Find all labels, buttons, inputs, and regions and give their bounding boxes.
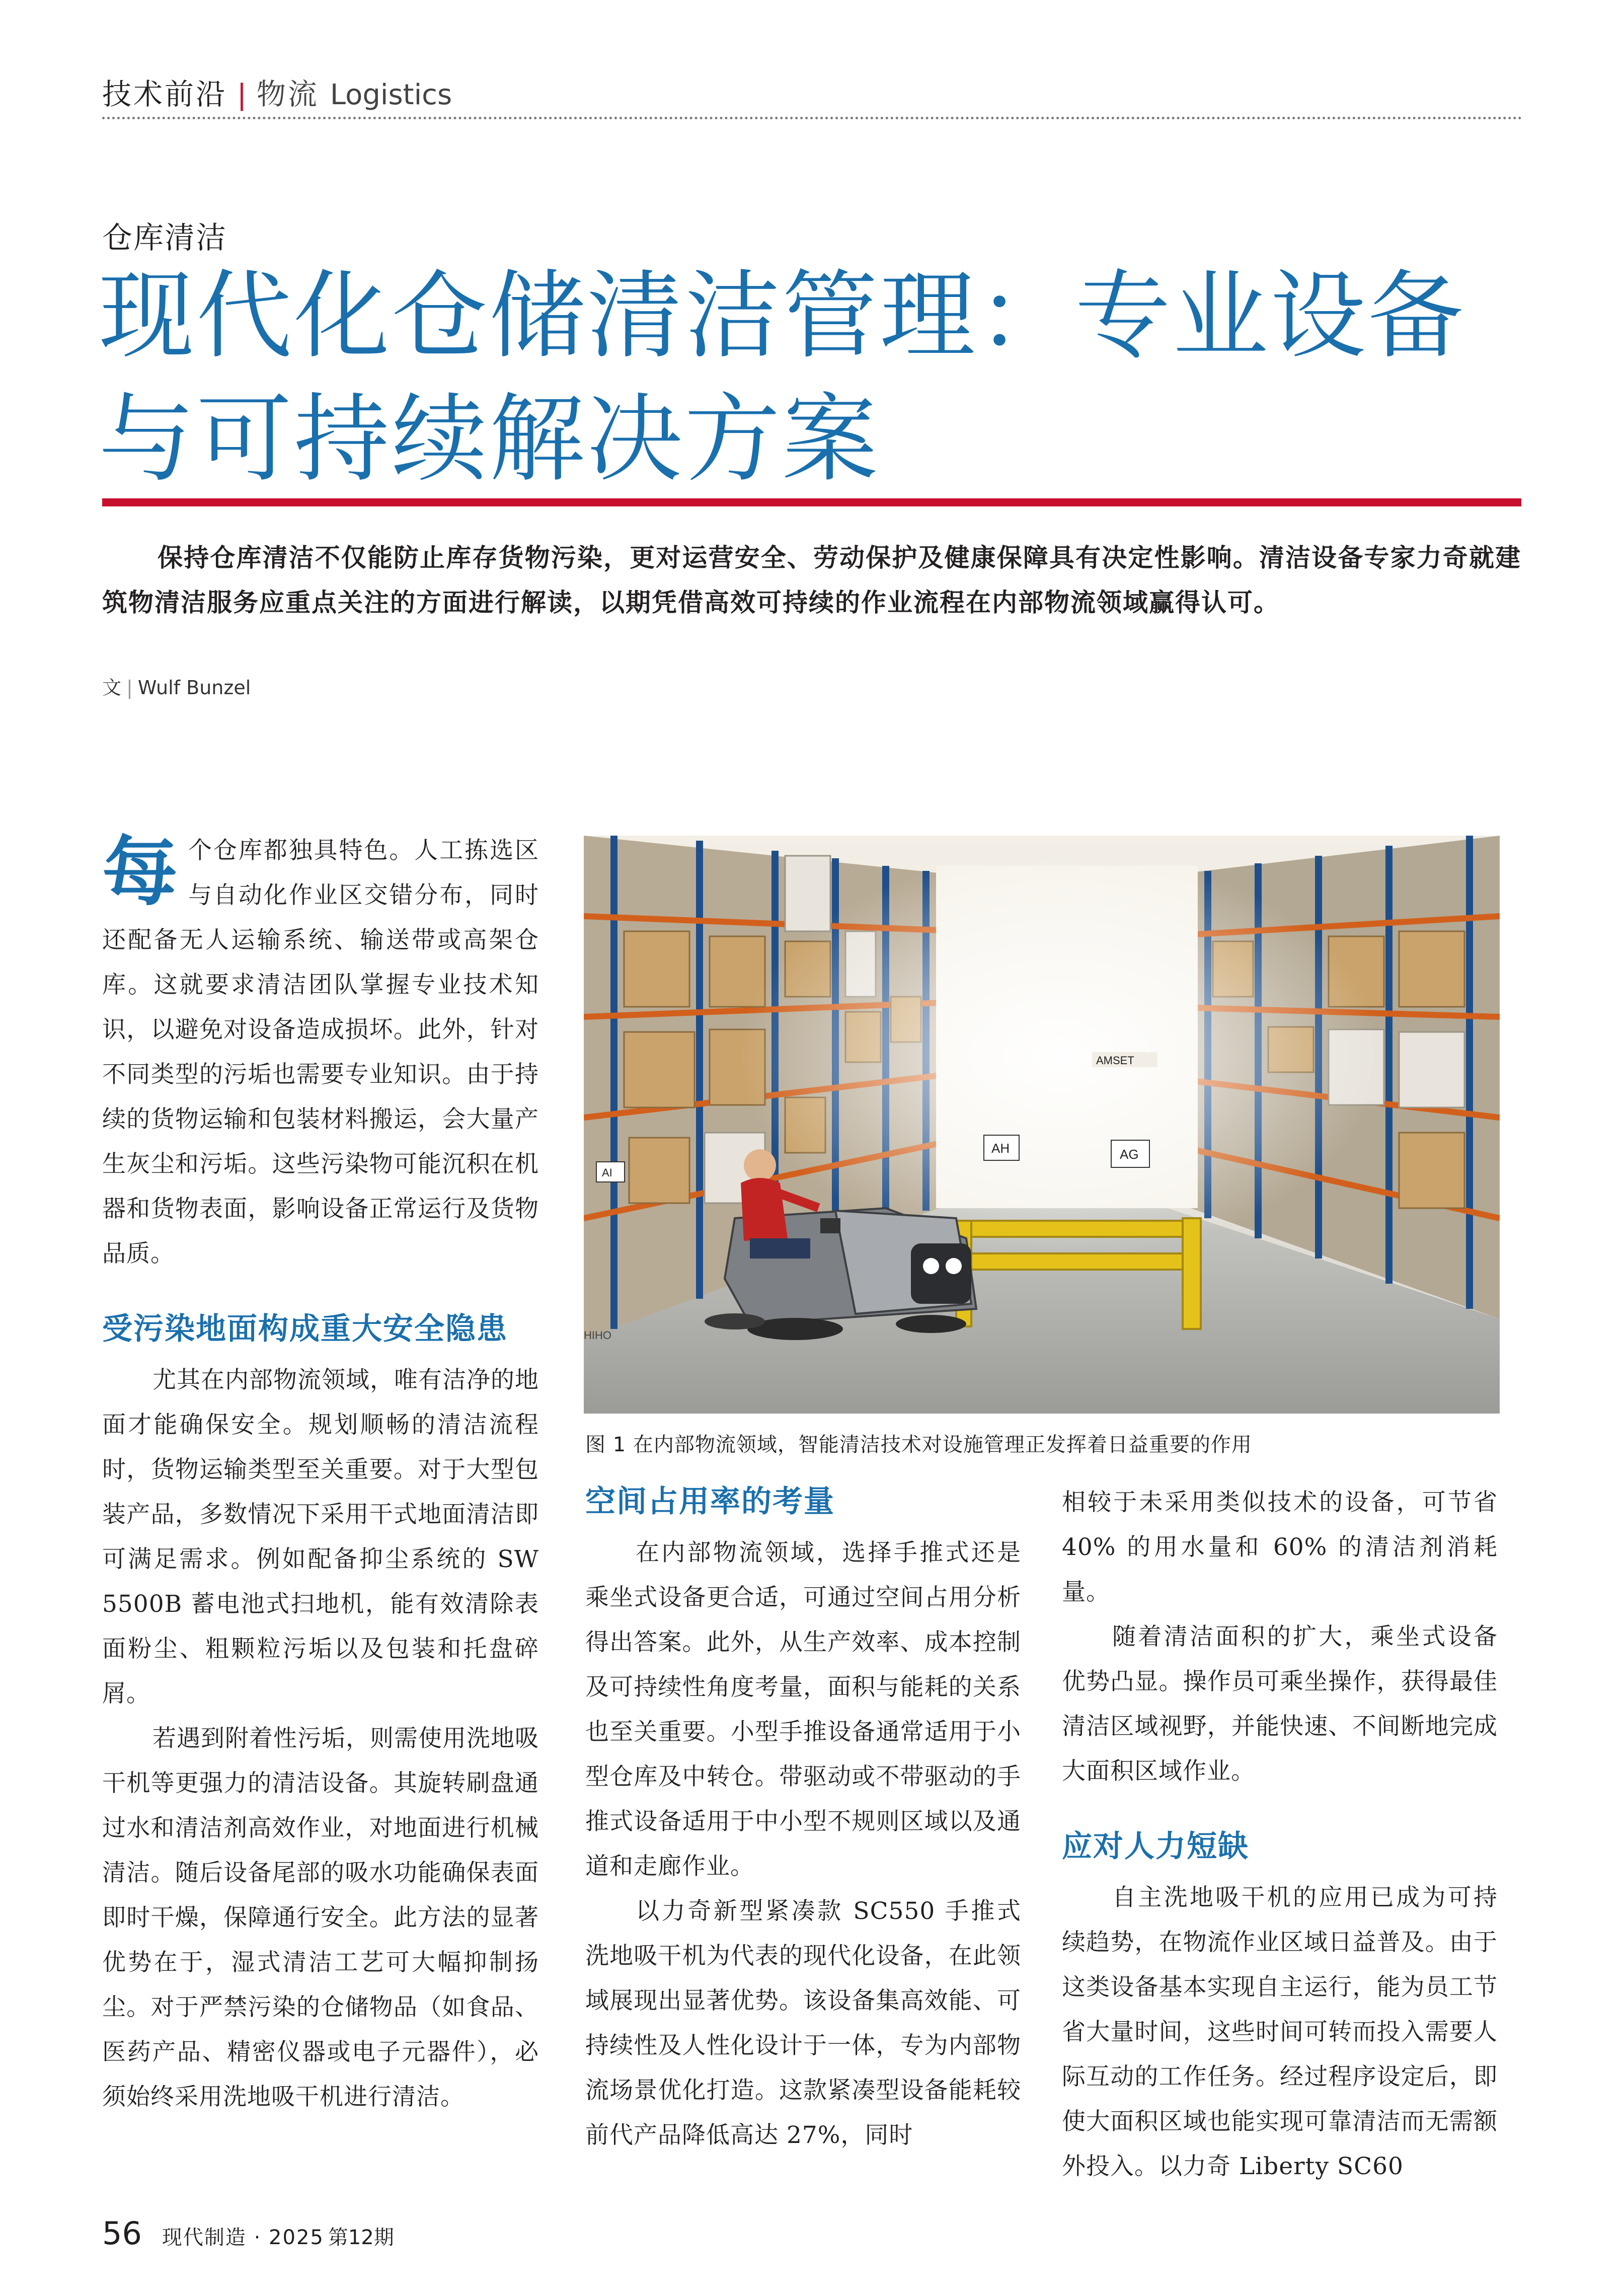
sign-ai: AI [602, 1166, 612, 1179]
journal-name: 现代制造 · 2025 [162, 2226, 324, 2249]
warehouse-photo [584, 836, 1500, 1414]
byline-label: 文 [102, 677, 122, 699]
paragraph: 在内部物流领域，选择手推式还是乘坐式设备更合适，可通过空间占用分析得出答案。此外，从生产效率、成本控制及可持续性角度考量，面积与能耗的关系也至关重要。小型手推设备通常适用于小型仓库及中转仓。带驱动或不带驱动的手推式设备适用于中小型不规则区域以及通道和走廊作业。 [585, 1539, 1021, 1880]
paragraph: 若遇到附着性污垢，则需使用洗地吸干机等更强力的清洁设备。其旋转刷盘通过水和清洁剂高效作业，对地面进行机械清洁。随后设备尾部的吸水功能确保表面即时干燥，保障通行安全。此方法的显著优势在于，湿式清洁工艺可大幅抑制扬尘。对于严禁污染的仓储物品（如食品、医药产品、精密仪器或电子元器件），必须始终采用洗地吸干机进行清洁。 [102, 1725, 539, 2111]
byline-author: Wulf Bunzel [137, 677, 251, 699]
paragraph [102, 828, 539, 1276]
header-separator: | [237, 79, 247, 111]
byline [102, 672, 251, 700]
warehouse-scrubber-illustration [584, 836, 1500, 1414]
body-column-1 [102, 828, 539, 2119]
subsection-label-en: Logistics [330, 79, 452, 111]
paragraph: 相较于未采用类似技术的设备，可节省 40% 的用水量和 60% 的清洁剂消耗量。 [1062, 1489, 1498, 1606]
sign-ag: AG [1120, 1147, 1139, 1162]
byline-separator: | [126, 677, 133, 699]
sign-ah: AH [991, 1141, 1010, 1156]
title-line-1: 现代化仓储清洁管理：专业设备 [99, 260, 1466, 372]
body-column-3 [1062, 1480, 1498, 2189]
paragraph-text: 个仓库都独具特色。人工拣选区与自动化作业区交错分布，同时还配备无人运输系统、输送带或高架仓库。这就要求清洁团队掌握专业技术知识，以避免对设备造成损坏。此外，针对不同类型的污垢也需要专业知识。由于持续的货物运输和包装材料搬运，会大量产生灰尘和污垢。这些污染物可能沉积在机器和货物表面，影响设备正常运行及货物品质。 [102, 837, 539, 1268]
paragraph: 以力奇新型紧凑款 SC550 手推式洗地吸干机为代表的现代化设备，在此领域展现出显著优势。该设备集高效能、可持续性及人性化设计于一体，专为内部物流场景优化打造。这款紧凑型设备能耗较前代产品降低高达 27%，同时 [585, 1897, 1021, 2149]
article-kicker: 仓库清洁 [102, 220, 227, 256]
page-footer [102, 2215, 394, 2252]
figure-caption: 图 1 在内部物流领域，智能清洁技术对设施管理正发挥着日益重要的作用 [585, 1433, 1252, 1456]
paragraph: 尤其在内部物流领域，唯有洁净的地面才能确保安全。规划顺畅的清洁流程时，货物运输类型至关重要。对于大型包装产品，多数情况下采用干式地面清洁即可满足需求。例如配备抑尘系统的 SW 5500B 蓄电池式扫地机，能有效清除表面粉尘、粗颗粒污垢以及包装和托盘碎屑。 [102, 1366, 539, 1708]
drop-cap: 每 [102, 828, 179, 916]
header-divider [102, 117, 1522, 119]
title-divider [102, 498, 1521, 506]
paragraph: 随着清洁面积的扩大，乘坐式设备优势凸显。操作员可乘坐操作，获得最佳清洁区域视野，并能快速、不间断地完成大面积区域作业。 [1062, 1623, 1498, 1785]
section-heading: 空间占用率的考量 [585, 1484, 835, 1519]
section-label: 技术前沿 [102, 77, 227, 111]
title-line-2: 与可持续解决方案 [99, 384, 880, 495]
section-heading: 应对人力短缺 [1062, 1829, 1249, 1864]
sign-amset: AMSET [1096, 1054, 1134, 1067]
paragraph: 自主洗地吸干机的应用已成为可持续趋势，在物流作业区域日益普及。由于这类设备基本实现自主运行，能为员工节省大量时间，这些时间可转而投入需要人际互动的工作任务。经过程序设定后，即使大面积区域也能实现可靠清洁而无需额外投入。以力奇 Liberty SC60 [1062, 1884, 1498, 2180]
article-lead: 保持仓库清洁不仅能防止库存货物污染，更对运营安全、劳动保护及健康保障具有决定性影响。清洁设备专家力奇就建筑物清洁服务应重点关注的方面进行解读，以期凭借高效可持续的作业流程在内部物流领域赢得认可。 [102, 543, 1521, 617]
page-number: 56 [102, 2215, 142, 2252]
running-header [102, 70, 452, 111]
issue-number: 第12期 [328, 2226, 394, 2249]
subsection-label: 物流 [256, 77, 319, 111]
body-column-2 [585, 1480, 1021, 2158]
article-title [99, 254, 1523, 501]
machine-brand: HIHO [584, 1329, 611, 1342]
section-heading: 受污染地面构成重大安全隐患 [102, 1311, 508, 1347]
